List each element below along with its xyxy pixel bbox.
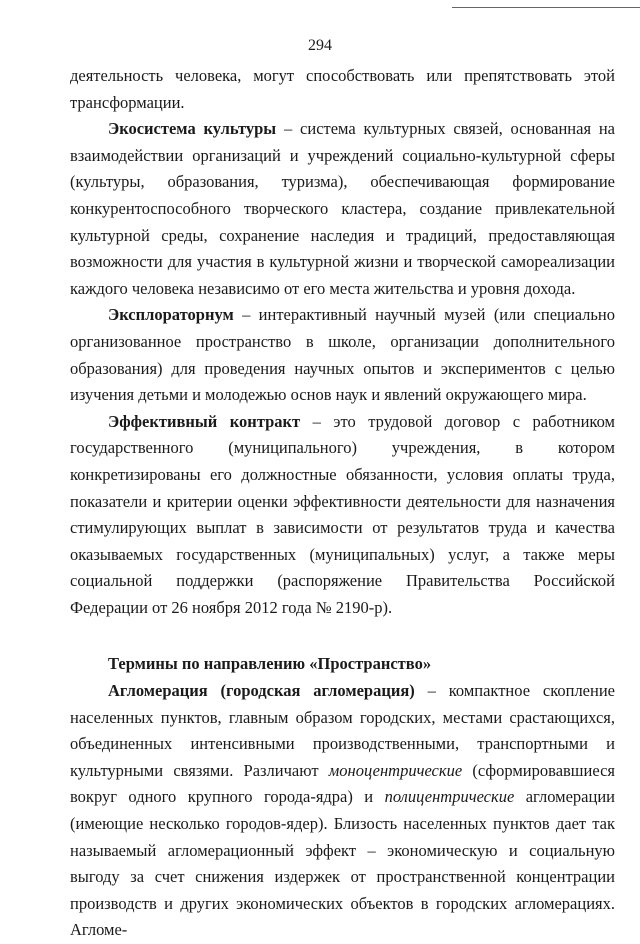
agglomeration-definition-part-2: (сформировавшиеся вокруг одного крупного города-ядра) и xyxy=(70,760,615,807)
term-agglomeration: Агломерация (городская агломерация) xyxy=(108,681,415,701)
exploratorium-definition: – интерактивный научный музей (или специально организованное пространство в школе, организации дополнительного образования) для проведения научных опытов и экспериментов с целью изучения детьми и молодежью основ наук и явлений окружающего мира. xyxy=(70,305,615,405)
page-body xyxy=(70,63,615,944)
agglomeration-definition-part-1: – компактное скопление населенных пунктов, главным образом городских, местами срастающихся, объединенных интенсивными производственными, транспортными и культурными связями. Различают xyxy=(70,681,615,780)
exploratorium-paragraph xyxy=(70,302,615,408)
term-exploratorium: Эксплораторнум xyxy=(108,305,234,325)
monocentric-term: моноцентрические xyxy=(328,760,463,780)
ecosystem-paragraph xyxy=(70,116,615,302)
agglomeration-definition-part-3: агломерации (имеющие несколько городов-ядер). Близость населенных пунктов дает так называемый агломерационный эффект – экономическую и социальную выгоду за счет снижения издержек от пространственной концентрации производств и других экономических объектов в городских агломерациях. Агломе- xyxy=(70,787,615,940)
polycentric-term: полицентрические xyxy=(384,787,515,807)
page-number: 294 xyxy=(308,37,332,54)
agglomeration-paragraph xyxy=(70,678,615,944)
continuation-paragraph: деятельность человека, могут способствовать или препятствовать этой трансформации. xyxy=(70,66,615,112)
term-effective-contract: Эффективный контракт xyxy=(108,411,301,431)
ecosystem-definition: – система культурных связей, основанная на взаимодействии организаций и учреждений социально-культурной сферы (культуры, образования, туризма), обеспечивающая формирование конкурентоспособного творческого кластера, создание привлекательной культурной среды, сохранение наследия и традиций, предоставляющая возможности для участия в культурной жизни и творческой самореализации каждого человека независимо от его места жительства и уровня дохода. xyxy=(70,119,616,298)
header-rule xyxy=(452,7,640,8)
contract-definition: – это трудовой договор с работником государственного (муниципального) учреждения, в котором конкретизированы его должностные обязанности, условия оплаты труда, показатели и критерии оценки эффективности деятельности для назначения стимулирующих выплат в зависимости от результатов труда и качества оказываемых государственных (муниципальных) услуг, а также меры социальной поддержки (распоряжение Правительства Российской Федерации от 26 ноября 2012 года № 2190-р). xyxy=(70,411,615,617)
contract-paragraph xyxy=(70,409,615,622)
section-heading: Термины по направлению «Пространство» xyxy=(108,654,432,674)
term-ecosystem: Экосистема культуры xyxy=(108,119,277,139)
